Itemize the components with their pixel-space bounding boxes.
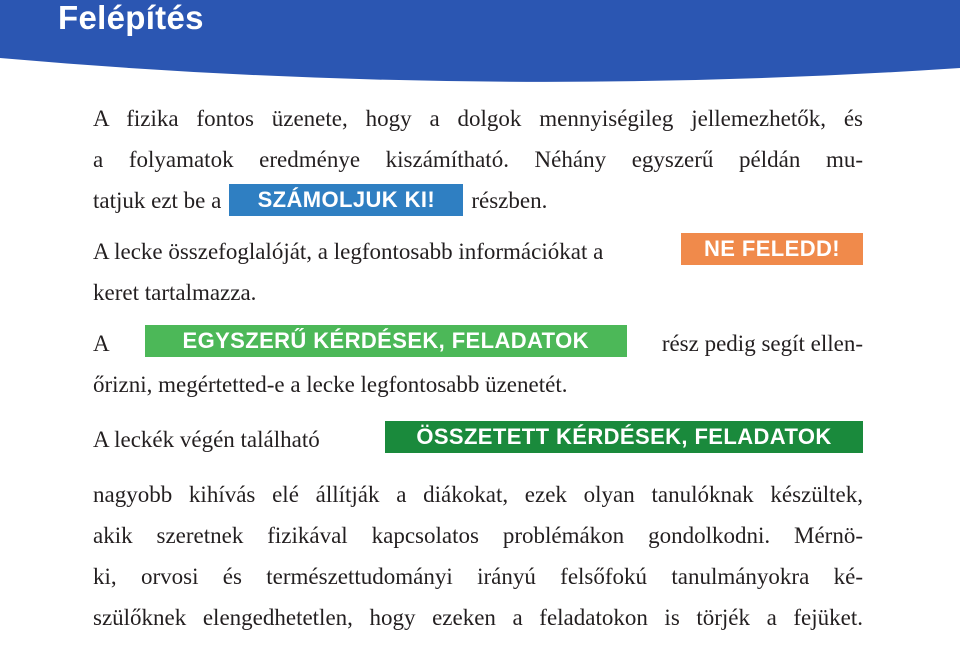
badge-osszetett-kerdesek: ÖSSZETETT KÉRDÉSEK, FELADATOK [385,421,863,453]
text-line [93,419,863,460]
text-line [93,323,863,364]
text-line: ki, orvosi és természettudományi irányú felsőfokú tanulmányokra ké- [93,564,863,589]
page-title: Felépítés [58,0,204,36]
document-body [93,98,863,648]
text-fragment: rész pedig segít ellen- [661,331,863,356]
text-fragment: részben. [471,188,548,213]
paragraph-osszetett-kerdesek [93,419,863,638]
text-line: a folyamatok eredménye kiszámítható. Néhány egyszerű példán mu- [93,147,863,172]
text-fragment: A [93,331,110,356]
text-fragment: A lecke összefoglalóját, a legfontosabb információkat a [93,239,604,264]
text-line [93,180,863,221]
header-banner [0,0,960,92]
text-line: akik szeretnek fizikával kapcsolatos problémákon gondolkodni. Mérnö- [93,523,863,548]
badge-ne-feledd: NE FELEDD! [681,233,863,265]
text-line: őrizni, megértetted-e a lecke legfontosabb üzenetét. [93,372,568,397]
text-fragment: A leckék végén található [93,427,320,452]
text-line: szülőknek elengedhetetlen, hogy ezeken a feladatokon is törjék a fejüket. [93,605,863,630]
text-fragment: tatjuk ezt be a [93,188,222,213]
paragraph-egyszeru-kerdesek [93,323,863,405]
paragraph-ne-feledd [93,231,863,313]
text-line: nagyobb kihívás elé állítják a diákokat, ezek olyan tanulóknak készültek, [93,482,863,507]
text-line: A fizika fontos üzenete, hogy a dolgok mennyiségileg jellemezhetők, és [93,106,863,131]
paragraph-szamoljuk [93,98,863,221]
badge-egyszeru-kerdesek: EGYSZERŰ KÉRDÉSEK, FELADATOK [145,325,627,357]
text-line: keret tartalmazza. [93,280,257,305]
text-line [93,231,863,272]
badge-szamoljuk-ki: SZÁMOLJUK KI! [229,184,463,216]
